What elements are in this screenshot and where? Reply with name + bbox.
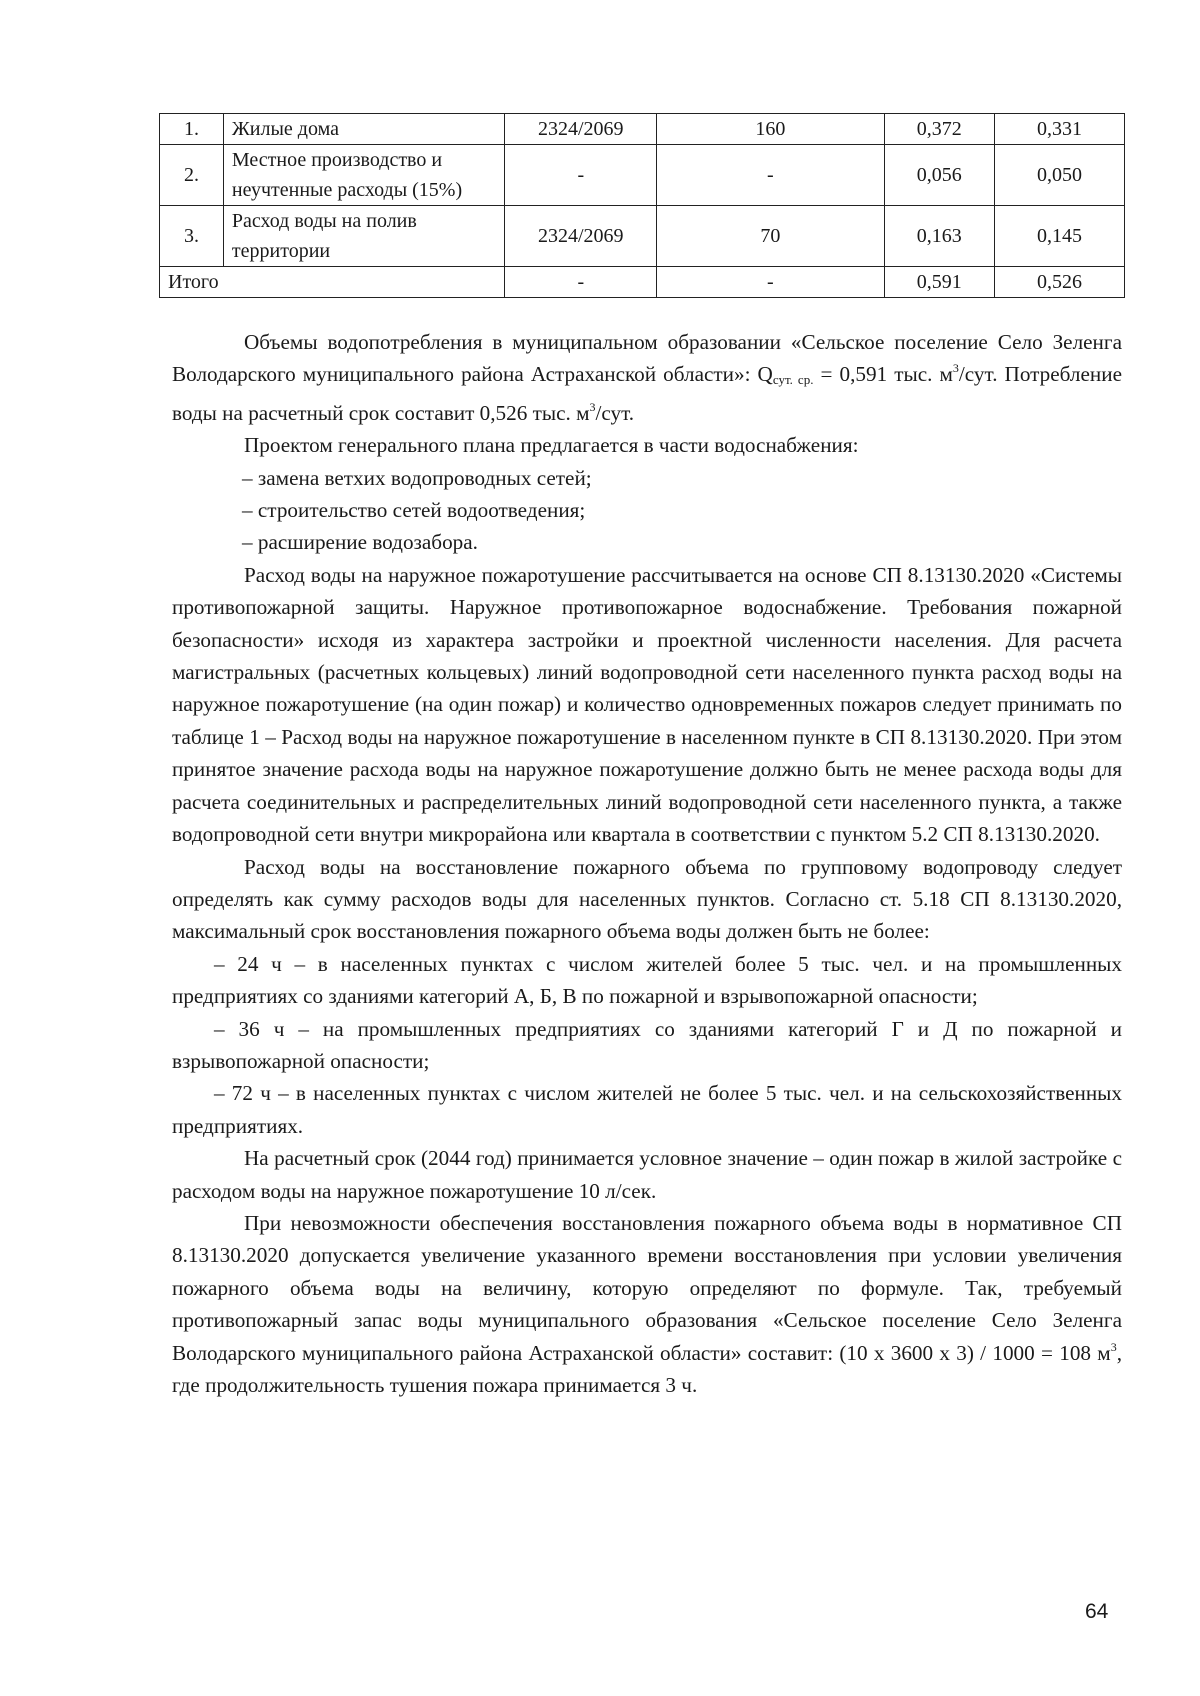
row-q2: 0,050 [995, 145, 1125, 206]
table-row [160, 114, 1125, 145]
row-q2: 0,331 [995, 114, 1125, 145]
text-run: /сут. Потребление воды на расчетный срок составит 0,526 тыс. м [172, 362, 1122, 425]
table-row [160, 145, 1125, 206]
list-item: – 24 ч – в населенных пунктах с числом жителей более 5 тыс. чел. и на промышленных предприятиях со зданиями категорий А, Б, В по пожарной и взрывопожарной опасности; [172, 951, 1122, 1009]
row-q2: 0,145 [995, 206, 1125, 267]
superscript: 3 [952, 361, 959, 376]
text-run: /сут. [595, 400, 635, 425]
paragraph-proposals: Проектом генерального плана предлагается в части водоснабжения: [244, 433, 859, 458]
total-norm: - [657, 267, 884, 298]
row-q1: 0,372 [884, 114, 994, 145]
row-q1: 0,163 [884, 206, 994, 267]
table-total-row [160, 267, 1125, 298]
body-text [172, 326, 1122, 1401]
page-number: 64 [1085, 1600, 1109, 1623]
row-norm: - [657, 145, 884, 206]
text-run: При невозможности обеспечения восстановления пожарного объема воды в нормативное СП 8.13130.2020 допускается увеличение указанного времени восстановления при условии увеличения пожарного объема воды на величину, которую определяют по формуле. Так, требуемый противопожарный запас воды муниципального образования «Сельское поселение Село Зеленга Володарского муниципального района Астраханской области» составит: (10 х 3600 х 3) / 1000 = 108 м [172, 1210, 1122, 1365]
list-item: – замена ветхих водопроводных сетей; [242, 465, 592, 490]
row-number: 1. [160, 114, 224, 145]
subscript: сут. ср. [772, 372, 814, 388]
row-norm: 70 [657, 206, 884, 267]
list-item: – строительство сетей водоотведения; [242, 498, 586, 523]
total-label: Итого [160, 267, 505, 298]
text-run: = 0,591 тыс. м [813, 362, 953, 387]
text-run: Объемы водопотребления в муниципальном образовании «Сельское поселение Село Зеленга Володарского муниципального района Астраханской области»: Q [172, 330, 1122, 387]
paragraph-fire-water: Расход воды на наружное пожаротушение рассчитывается на основе СП 8.13130.2020 «Системы противопожарной защиты. Наружное противопожарное водоснабжение. Требования пожарной безопасности» исходя из характера застройки и проектной численности населения. Для расчета магистральных (расчетных кольцевых) линий водопроводной сети населенного пункта расход воды на наружное пожаротушение (на один пожар) и количество одновременных пожаров следует принимать по таблице 1 – Расход воды на наружное пожаротушение в населенном пункте в СП 8.13130.2020. При этом принятое значение расхода воды на наружное пожаротушение должно быть не менее расхода воды для расчета соединительных и распределительных линий водопроводной сети населенного пункта, а также водопроводной сети внутри микрорайона или квартала в соответствии с пунктом 5.2 СП 8.13130.2020. [172, 562, 1122, 847]
table-row [160, 206, 1125, 267]
paragraph-restoration: Расход воды на восстановление пожарного объема по групповому водопроводу следует определять как сумму расходов воды для населенных пунктов. Согласно ст. 5.18 СП 8.13130.2020, максимальный срок восстановления пожарного объема воды должен быть не более: [172, 854, 1122, 944]
paragraph-consumption [172, 326, 1122, 429]
list-item: – 72 ч – в населенных пунктах с числом жителей не более 5 тыс. чел. и на сельскохозяйственных предприятиях. [172, 1081, 1122, 1138]
list-item: – 36 ч – на промышленных предприятиях со зданиями категорий Г и Д по пожарной и взрывопожарной опасности; [172, 1016, 1122, 1073]
row-name: Местное производство и неучтенные расходы (15%) [223, 145, 505, 206]
row-name: Расход воды на полив территории [223, 206, 505, 267]
water-consumption-table [159, 113, 1125, 298]
row-population: 2324/2069 [505, 206, 657, 267]
list-item: – расширение водозабора. [242, 530, 478, 555]
row-number: 3. [160, 206, 224, 267]
row-norm: 160 [657, 114, 884, 145]
text-run: , где продолжительность тушения пожара принимается 3 ч. [172, 1340, 1122, 1397]
total-q2: 0,526 [995, 267, 1125, 298]
superscript: 3 [589, 399, 596, 414]
row-population: - [505, 145, 657, 206]
row-name: Жилые дома [223, 114, 505, 145]
paragraph-design-period: На расчетный срок (2044 год) принимается условное значение – один пожар в жилой застройке с расходом воды на наружное пожаротушение 10 л/сек. [172, 1146, 1122, 1203]
superscript: 3 [1110, 1339, 1117, 1354]
row-population: 2324/2069 [505, 114, 657, 145]
total-q1: 0,591 [884, 267, 994, 298]
paragraph-fire-reserve [172, 1207, 1122, 1401]
row-number: 2. [160, 145, 224, 206]
total-population: - [505, 267, 657, 298]
row-q1: 0,056 [884, 145, 994, 206]
